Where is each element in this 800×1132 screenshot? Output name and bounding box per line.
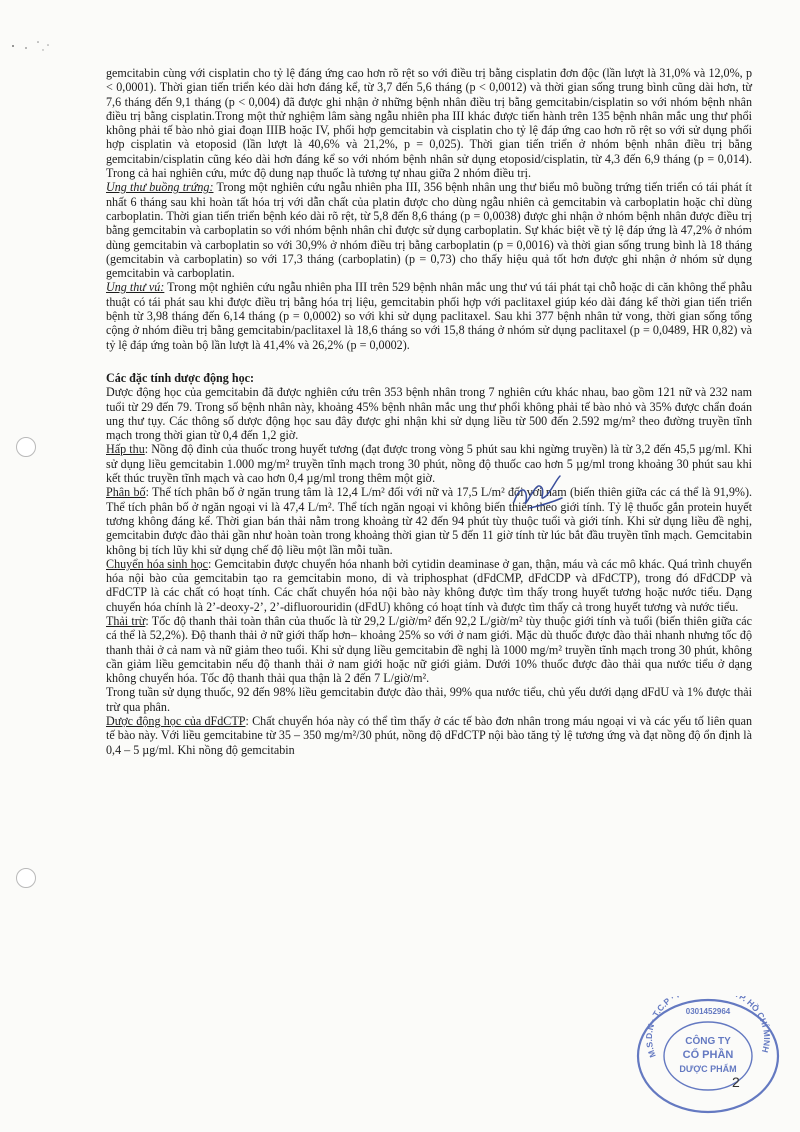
section-gap: [106, 352, 752, 360]
dfdctp-label: Dược động học của dFdCTP: [106, 714, 246, 729]
absorption-text: : Nồng độ đỉnh của thuốc trong huyết tương (đạt được trong vòng 5 phút sau khi ngừng truyền) là từ 3,2 đến 45,5 µg/ml. Khi sử dụng liều gemcitabin 1.000 mg/m² truyền tĩnh mạch trong 30 phút, nồng độ thuốc cao hơn 5 µg/ml trong khoảng 30 phút sau khi kết thúc truyền tĩnh mạch và cao hơn 0,4 µg/ml trong thêm một giờ.: [106, 442, 752, 486]
elimination-label: Thải trừ: [106, 613, 146, 628]
distribution-paragraph: [106, 485, 752, 556]
stamp-ring-text: M.S.D.N · T.C.P · P. HỒ CHÍ MINH: [643, 996, 773, 1059]
punch-hole-top: [16, 437, 36, 457]
company-stamp: [628, 996, 788, 1116]
absorption-paragraph: [106, 442, 752, 485]
page-number: 2: [732, 1074, 740, 1090]
elimination-paragraph-2: Trong tuần sử dụng thuốc, 92 đến 98% liều gemcitabin được đào thải, 99% qua nước tiểu, chủ yếu dưới dạng dFdU và 1% được thải trừ qua phân.: [106, 685, 752, 714]
breast-cancer-label: Ung thư vú:: [106, 280, 165, 295]
distribution-label: Phân bố: [106, 485, 146, 500]
stamp-line-2: CỔ PHẦN: [682, 1049, 734, 1061]
pharmacokinetics-intro: Dược động học của gemcitabin đã được nghiên cứu trên 353 bệnh nhân trong 7 nghiên cứu khác nhau, bao gồm 121 nữ và 232 nam tuổi từ 29 đến 79. Trong số bệnh nhân này, khoảng 45% bệnh nhân mắc ung thư phổi không phải tế bào nhỏ và 35% được chẩn đoán ung thư tụy. Các thông số dược động học sau đây được ghi nhận khi sử dụng liều từ 500 đến 2.592 mg/m² theo đường truyền tĩnh mạch trong thời gian từ 0,4 đến 1,2 giờ.: [106, 385, 752, 443]
absorption-label: Hấp thu: [106, 442, 145, 457]
punch-hole-bottom: [16, 868, 36, 888]
ovarian-cancer-label: Ung thư buồng trứng:: [106, 180, 214, 195]
breast-cancer-paragraph: [106, 280, 752, 351]
handwritten-signature: [508, 468, 568, 516]
stamp-line-1: CÔNG TY: [685, 1036, 731, 1047]
elimination-paragraph: [106, 614, 752, 685]
dfdctp-text: : Chất chuyển hóa này có thể tìm thấy ở các tế bào đơn nhân trong máu ngoại vi và các yếu tố liên quan tế bào này. Với liều gemcitabine từ 35 – 350 mg/m²/30 phút, nồng độ dFdCTP nội bào tăng tỷ lệ tương ứng và đạt nồng độ ổn định là 0,4 – 5 µg/ml. Khi nồng độ gemcitabin: [106, 714, 752, 757]
elimination-text: : Tốc độ thanh thải toàn thân của thuốc là từ 29,2 L/giờ/m² đến 92,2 L/giờ/m² tùy thuộc giới tính và tuổi (biến thiên giữa các cá thể là 52,2%). Độ thanh thải ở nữ giới thấp hơn– khoảng 25% so với ở nam giới. Mặc dù thuốc được đào thải nhanh nhưng tốc độ thanh thải ở cả nam và nữ giảm theo tuổi. Khi sử dụng liều gemcitabin đề nghị là 1000 mg/m² truyền tĩnh mạch trong 30 phút, không cần giảm liều gemcitabin nếu độ thanh thải ở nam giới hoặc nữ giới giảm. Dưới 10% thuốc được đào thải qua nước tiểu ở dạng không chuyển hóa. Tốc độ thanh thải qua thận là 2 đến 7 L/giờ/m².: [106, 613, 752, 686]
lung-cancer-paragraph: gemcitabin cùng với cisplatin cho tỷ lệ đáng ứng cao hơn rõ rệt so với điều trị bằng cisplatin đơn độc (lần lượt là 31,0% và 12,0%, p < 0,0001). Thời gian tiến triển kéo dài hơn đáng kể, từ 3,7 đến 5,6 tháng (p < 0,0012) và thời gian sống trung bình cũng dài hơn, từ 7,6 tháng đến 9,1 tháng (p < 0,004) đã được ghi nhận ở những bệnh nhân điều trị bằng gemcitabin/cisplatin so với nhóm bệnh nhân điều trị bằng cisplatin.Trong một thử nghiệm lâm sàng ngẫu nhiên pha III khác được tiến hành trên 135 bệnh nhân mắc ung thư phổi không phải tế bào nhỏ giai đoạn IIIB hoặc IV, phối hợp gemcitabin và cisplatin cho tỷ lệ đáp ứng cao hơn rõ rệt so với sử dụng phối hợp cisplatin và etoposid (lần lượt là 40,6% và 21,2%, p = 0,025). Thời gian tiến triển ở nhóm bệnh nhân điều trị bằng gemcitabin/cisplatin cũng kéo dài hơn đáng kể so với nhóm bệnh nhân sử dụng etoposid/cisplatin, từ 4,3 đến 6,9 tháng (p = 0,014). Trong cả hai nghiên cứu, mức độ dung nạp thuốc là tương tự nhau giữa 2 nhóm điều trị.: [106, 66, 752, 181]
ovarian-cancer-text: Trong một nghiên cứu ngẫu nhiên pha III, 356 bệnh nhân ung thư biểu mô buồng trứng tiến triển có tái phát ít nhất 6 tháng sau khi hoàn tất hóa trị với dẫn chất của platin được cho dùng ngẫu nhiên cả gemcitabin và carboplatin hoặc chỉ dùng carboplatin. Thời gian tiến triển bệnh kéo dài rõ rệt, từ 5,8 đến 8,6 tháng (p = 0,0038) được ghi nhận ở nhóm bệnh nhân được điều trị bằng gemcitabin và carboplatin so với nhóm bệnh nhân chỉ được sử dụng carboplatin. Sự khác biệt về tỷ lệ đáp ứng là 47,2% ở nhóm dùng gemcitabin và carboplatin so với 30,9% ở nhóm điều trị bằng carboplatin (p = 0,0016) và thời gian sống trung bình là 18 tháng (gemcitabin và carboplatin) so với 17,3 tháng (carboplatin) (p = 0,73) cho thấy hiệu quả tốt hơn được ghi nhận ở nhóm sử dụng gemcitabin và carboplatin.: [106, 180, 752, 281]
metabolism-label: Chuyển hóa sinh học: [106, 556, 209, 571]
document-page: [106, 66, 752, 757]
stamp-code: 0301452964: [685, 1007, 731, 1016]
scan-specks: [10, 36, 70, 56]
pharmacokinetics-heading: Các đặc tính dược động học:: [106, 370, 255, 385]
stamp-line-3: DƯỢC PHẨM: [679, 1064, 737, 1074]
ovarian-cancer-paragraph: [106, 180, 752, 280]
metabolism-paragraph: [106, 557, 752, 614]
metabolism-text: : Gemcitabin được chuyển hóa nhanh bởi cytidin deaminase ở gan, thận, máu và các mô khác. Quá trình chuyển hóa nội bào của gemcitabin tạo ra gemcitabin mono, di và triphosphat (dFdCMP, dFdCDP và dFdCTP), trong đó dFdCDP và dFdCTP là các chất có hoạt tính. Các chất chuyển hóa nội bào này không được tìm thấy trong huyết tương hoặc nước tiểu. Dạng chuyển hóa chính là 2’-deoxy-2’, 2’-difluorouridin (dFdU) không có hoạt tính và được tìm thấy cả trong huyết tương và nước tiểu.: [106, 556, 752, 614]
dfdctp-paragraph: [106, 714, 752, 757]
distribution-text: : Thể tích phân bố ở ngăn trung tâm là 12,4 L/m² đối với nữ và 17,5 L/m² đối với nam (biến thiên giữa các cá thể là 91,9%). Thể tích phân bố ở ngăn ngoại vi là 47,4 L/m². Thể tích ngăn ngoại vi không biến thiên theo giới tính. Tỷ lệ thuốc gắn protein huyết tương không đáng kể. Thời gian bán thải nằm trong khoảng từ 42 đến 94 phút tùy thuộc tuổi và giới tính. Khi sử dụng liều đề nghị, gemcitabin được đào thải gần như hoàn toàn trong khoảng thời gian từ 5 đến 11 giờ tính từ lúc bắt đầu truyền tĩnh mạch. Gemcitabin không bị tích lũy khi sử dụng chế độ liều một lần mỗi tuần.: [106, 485, 752, 557]
breast-cancer-text: Trong một nghiên cứu ngẫu nhiên pha III trên 529 bệnh nhân mắc ung thư vú tái phát tại chỗ hoặc di căn không thể phẫu thuật có tái phát sau khi được điều trị bằng hóa trị liệu, gemcitabin phối hợp với paclitaxel giúp kéo dài đáng kể thời gian tiến triển bệnh từ 3,98 tháng đến 6,14 tháng (p = 0,0002) so với khi sử dụng paclitaxel. Sau khi 377 bệnh nhân tử vong, thời gian sống tổng cộng ở nhóm điều trị bằng gemcitabin/paclitaxel là 18,6 tháng so với 15,8 tháng ở nhóm sử dụng paclitaxel (p = 0,0489, HR 0,82) và tỷ lệ đáp ứng toàn bộ lần lượt là 41,4% và 26,2% (p = 0,0002).: [106, 280, 752, 352]
